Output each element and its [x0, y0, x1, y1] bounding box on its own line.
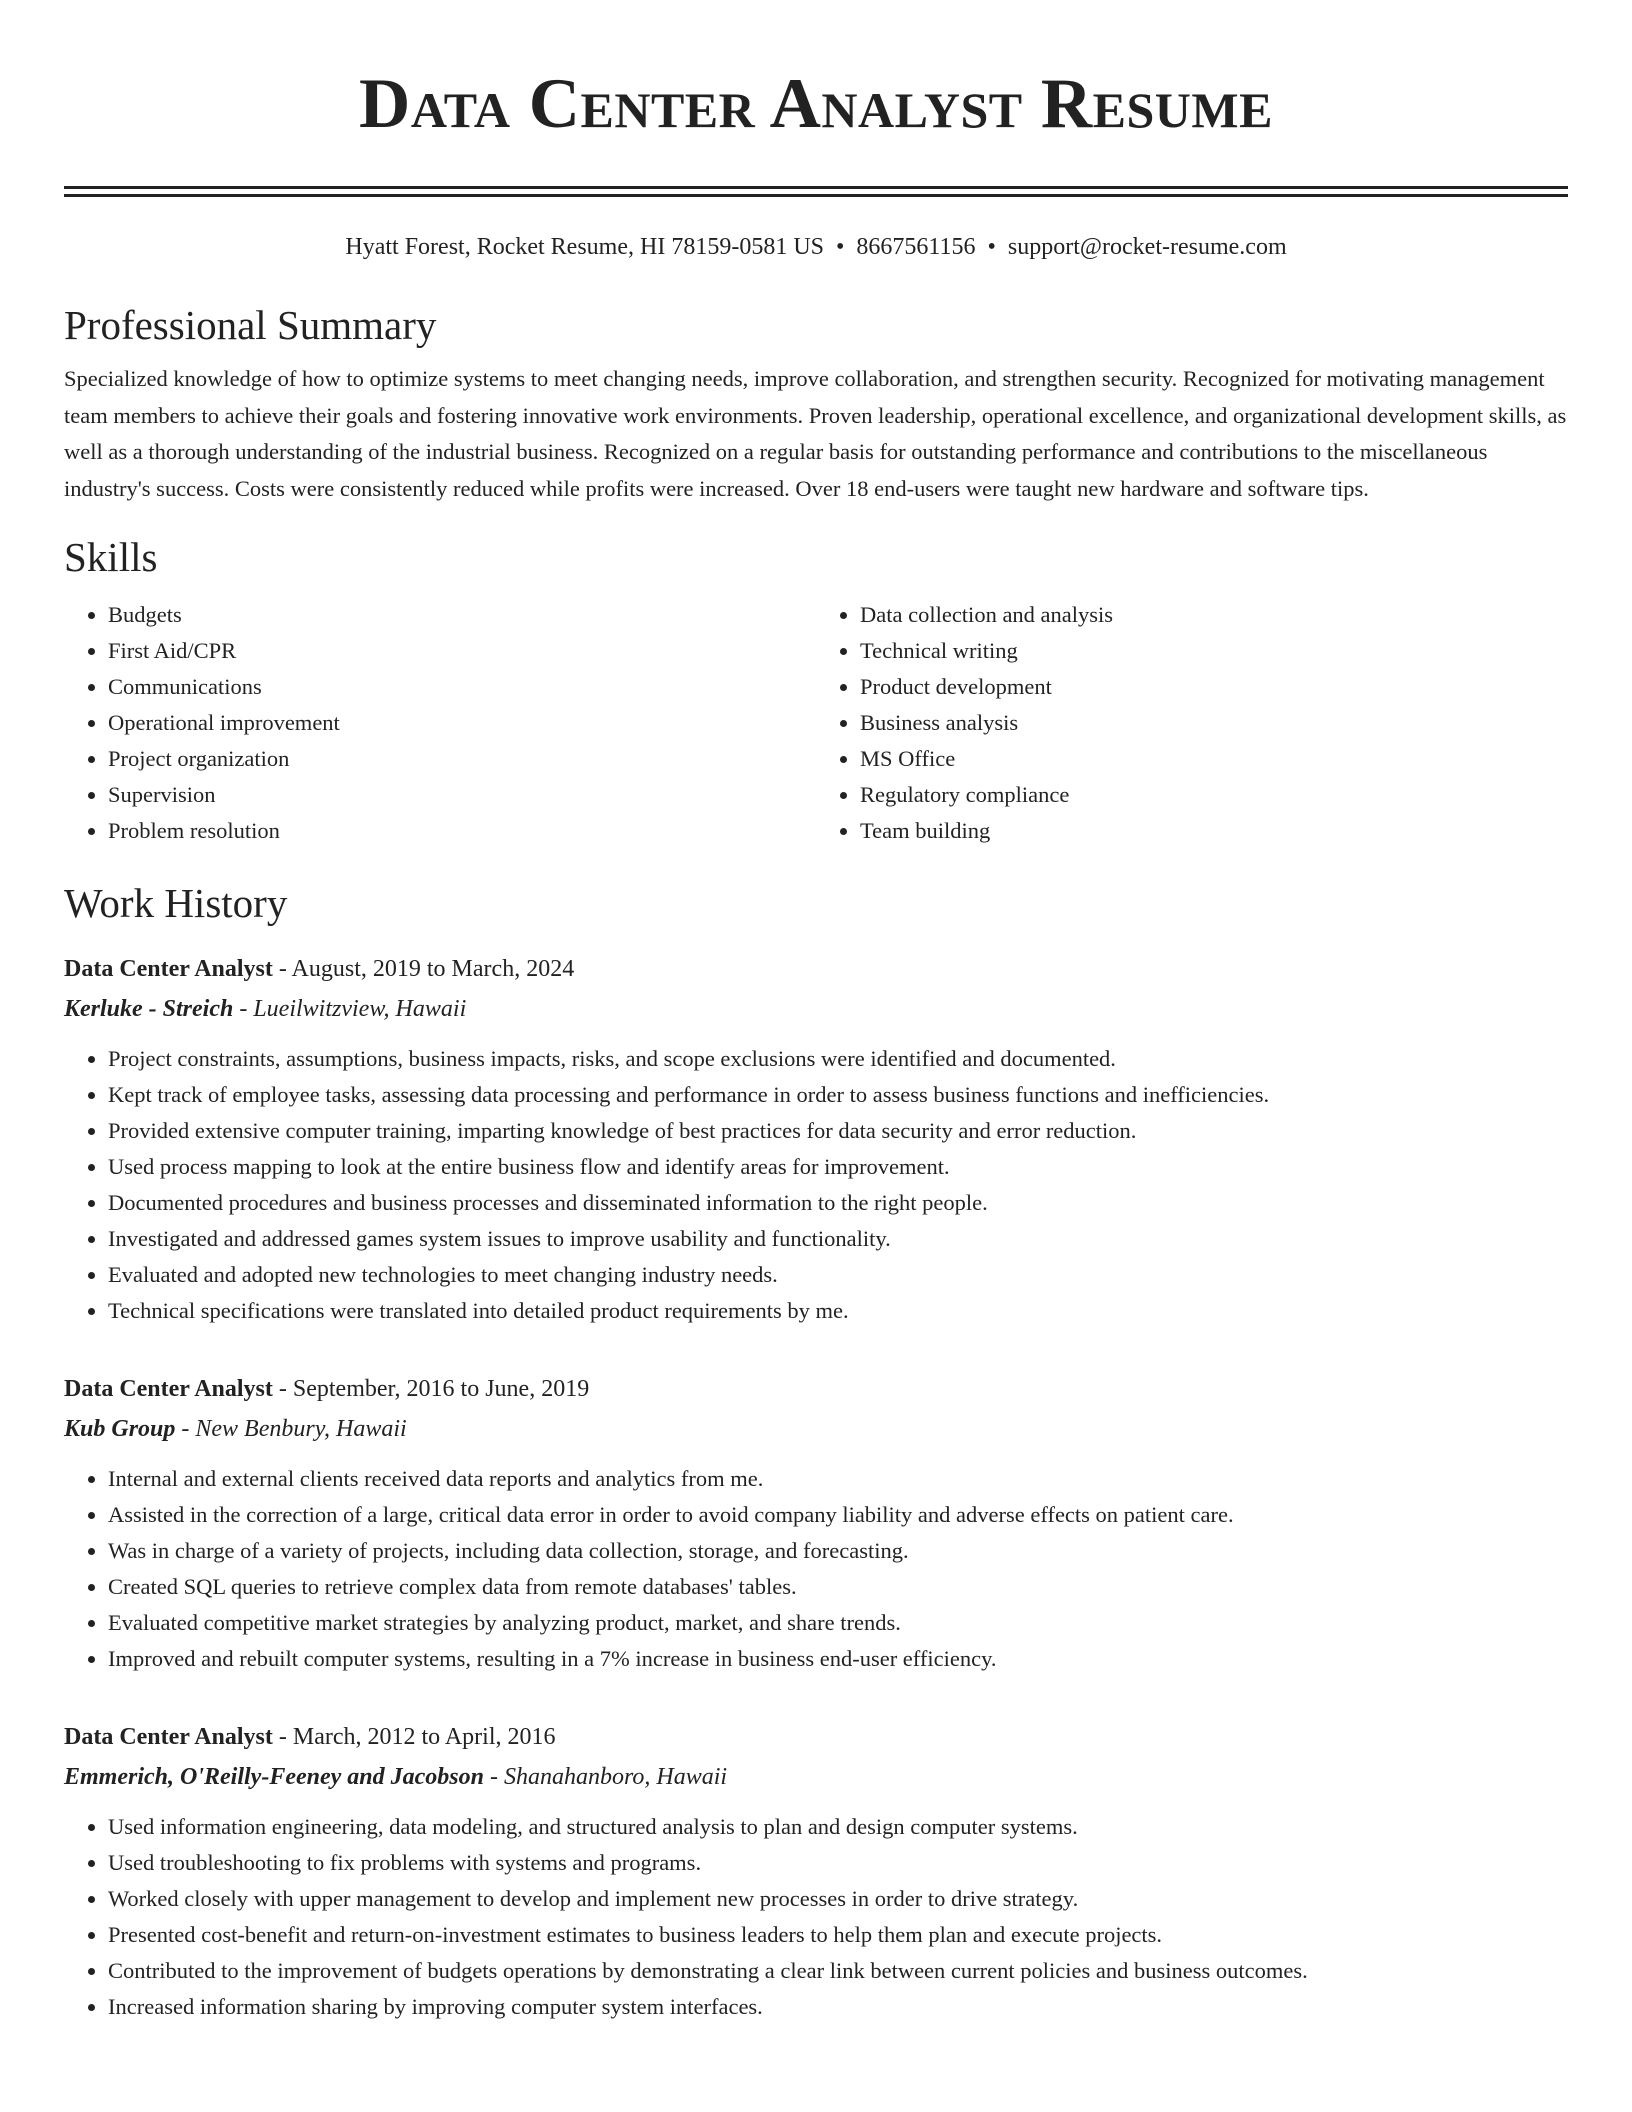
company-line: [64, 989, 1568, 1029]
skill-item: • Regulatory compliance: [860, 777, 1568, 813]
job-bullets: [64, 1041, 1568, 1329]
job-bullet: • Created SQL queries to retrieve complex data from remote databases' tables.: [108, 1569, 1568, 1605]
skill-item: • Business analysis: [860, 705, 1568, 741]
skills-heading: Skills: [64, 534, 158, 580]
contact-line: [64, 231, 1568, 263]
job-bullet: • Provided extensive computer training, imparting knowledge of best practices for data security and error reduction.: [108, 1113, 1568, 1149]
job-bullet: • Used process mapping to look at the entire business flow and identify areas for improvement.: [108, 1149, 1568, 1185]
job-entry: [64, 1717, 1568, 2025]
job-title-line: [64, 949, 1568, 989]
skill-item: • MS Office: [860, 741, 1568, 777]
skill-item: • Product development: [860, 669, 1568, 705]
job-bullet: • Used information engineering, data modeling, and structured analysis to plan and design computer systems.: [108, 1809, 1568, 1845]
contact-separator: •: [836, 234, 845, 260]
job-dates: - August, 2019 to March, 2024: [272, 956, 575, 982]
job-bullet: • Assisted in the correction of a large, critical data error in order to avoid company liability and adverse effects on patient care.: [108, 1497, 1568, 1533]
job-entry: [64, 1369, 1568, 1677]
skill-item: • Operational improvement: [108, 705, 816, 741]
job-bullet: • Improved and rebuilt computer systems, resulting in a 7% increase in business end-user efficiency.: [108, 1641, 1568, 1677]
job-bullet: • Evaluated competitive market strategies by analyzing product, market, and share trends.: [108, 1605, 1568, 1641]
skill-item: • Technical writing: [860, 633, 1568, 669]
job-title-line: [64, 1717, 1568, 1757]
job-bullet: • Evaluated and adopted new technologies to meet changing industry needs.: [108, 1257, 1568, 1293]
job-bullet: • Kept track of employee tasks, assessing data processing and performance in order to assess business functions and inefficiencies.: [108, 1077, 1568, 1113]
job-bullets: [64, 1809, 1568, 2025]
job-bullet: • Documented procedures and business processes and disseminated information to the right people.: [108, 1185, 1568, 1221]
title-double-rule: [64, 186, 1568, 197]
work-history-heading: Work History: [64, 880, 288, 926]
job-bullets: [64, 1461, 1568, 1677]
skill-item: • Budgets: [108, 597, 816, 633]
job-bullet: • Project constraints, assumptions, business impacts, risks, and scope exclusions were identified and documented.: [108, 1041, 1568, 1077]
company-name: Kerluke - Streich: [64, 996, 234, 1022]
job-bullet: • Used troubleshooting to fix problems with systems and programs.: [108, 1845, 1568, 1881]
skill-item: • Data collection and analysis: [860, 597, 1568, 633]
job-dates: - March, 2012 to April, 2016: [272, 1724, 556, 1750]
job-bullet: • Presented cost-benefit and return-on-investment estimates to business leaders to help them plan and execute projects.: [108, 1917, 1568, 1953]
job-title: Data Center Analyst: [64, 956, 273, 982]
job-bullet: • Increased information sharing by improving computer system interfaces.: [108, 1989, 1568, 2025]
job-bullet: • Worked closely with upper management to develop and implement new processes in order to drive strategy.: [108, 1881, 1568, 1917]
company-line: [64, 1757, 1568, 1797]
company-line: [64, 1409, 1568, 1449]
company-location: - Lueilwitzview, Hawaii: [233, 996, 467, 1022]
job-bullet: • Was in charge of a variety of projects, including data collection, storage, and forecasting.: [108, 1533, 1568, 1569]
contact-phone: 8667561156: [856, 234, 976, 260]
skill-item: • Communications: [108, 669, 816, 705]
job-bullet: • Internal and external clients received data reports and analytics from me.: [108, 1461, 1568, 1497]
job-bullet: • Technical specifications were translated into detailed product requirements by me.: [108, 1293, 1568, 1329]
skill-item: • Supervision: [108, 777, 816, 813]
job-bullet: • Investigated and addressed games system issues to improve usability and functionality.: [108, 1221, 1568, 1257]
summary-text: Specialized knowledge of how to optimize systems to meet changing needs, improve collaboration, and strengthen security. Recognized for motivating management team members to achieve their goals and fostering innovative work environments. Proven leadership, operational excellence, and organizational development skills, as well as a thorough understanding of the industrial business. Recognized on a regular basis for outstanding performance and contributions to the miscellaneous industry's success. Costs were consistently reduced while profits were increased. Over 18 end-users were taught new hardware and software tips.: [64, 366, 1567, 501]
skills-columns: [64, 597, 1568, 849]
skills-list-right: [816, 597, 1568, 849]
job-title-line: [64, 1369, 1568, 1409]
job-title: Data Center Analyst: [64, 1724, 273, 1750]
company-location: - New Benbury, Hawaii: [175, 1416, 407, 1442]
summary-heading: Professional Summary: [64, 302, 437, 348]
job-entry: [64, 949, 1568, 1329]
contact-email: support@rocket-resume.com: [1007, 234, 1287, 260]
job-bullet: • Contributed to the improvement of budgets operations by demonstrating a clear link between current policies and business outcomes.: [108, 1953, 1568, 1989]
contact-separator: •: [987, 234, 996, 260]
job-dates: - September, 2016 to June, 2019: [272, 1376, 590, 1402]
company-name: Emmerich, O'Reilly-Feeney and Jacobson: [64, 1764, 484, 1790]
skills-list-left: [64, 597, 816, 849]
skill-item: • Project organization: [108, 741, 816, 777]
contact-address: Hyatt Forest, Rocket Resume, HI 78159-0581 US: [345, 234, 824, 260]
skill-item: • First Aid/CPR: [108, 633, 816, 669]
skill-item: • Team building: [860, 813, 1568, 849]
company-name: Kub Group: [64, 1416, 176, 1442]
resume-title: Data Center Analyst Resume: [359, 65, 1273, 143]
skill-item: • Problem resolution: [108, 813, 816, 849]
company-location: - Shanahanboro, Hawaii: [483, 1764, 728, 1790]
job-title: Data Center Analyst: [64, 1376, 273, 1402]
